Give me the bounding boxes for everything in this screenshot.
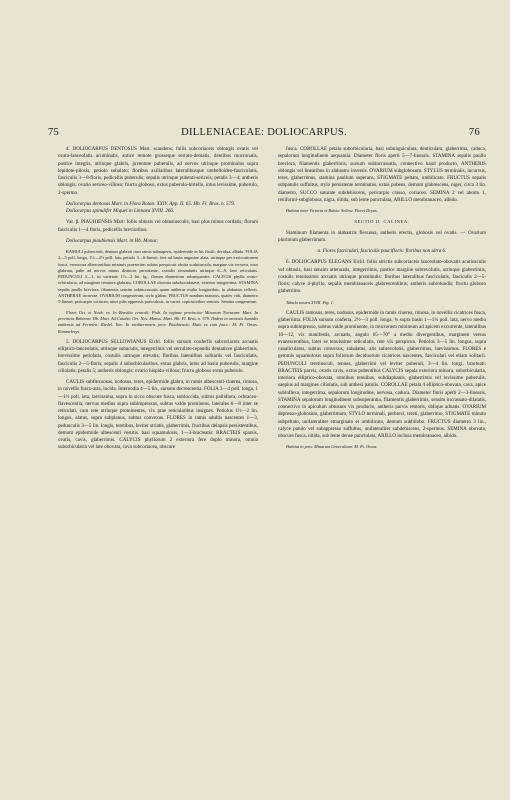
- species-heading: 4. DOLIOCARPUS DENTOSUS Mart. scandens; foliis subcoriaceis oblongis ovatis vel ovato-lanceolatis acuminatis, antice remote grosseque serrato-dentatis, dentibus mucronatis, postice integris, utrinque glabris, juventute puberulis, ad nervos utrinque prominulos supra lepidote-pilosis, petiolo subalato; floribus axillaribus lateralibusque umbelloideo-fasciculatis, fasciculis 3—8-floris, pedicellis puberulis; sepalis utrinque pubenti-sericeis; petalis 3—4; antheris oblongis; ovario sericeo-villoso; fructu globoso, extus puberulo-hirtello, intus levissime, puberulo, 2-spermo.: [58, 146, 258, 196]
- right-column: [278, 146, 486, 451]
- paragraph: Habitat inter Victoria et Bahia: Sellow. Floret Dryas.: [286, 208, 378, 213]
- paragraph: Habitat in prov. Minarum Generalium: M. Pt. Orcas.: [286, 444, 378, 450]
- paragraph: a. Flores fasciculati, fasciculis paucifloris: floribus non ultra 6.: [317, 248, 447, 255]
- paragraph: CAULIS ramosus, teres, nodosus, epidermide in ramis cinerea, rimosa, in novellis cicatrices fusca, glaberrima. FOLIA sursum conferta, 2½—3 poll. longa, ¾ supra basin 1—1¼ poll. lata, nervo medio supra subimpresso, subtus valde prominente, in mucronem minimum ad apicem excurrente, lateralibus 10—12, vix manifestis, arcuatis, angulo 65—70° a medio divergentibus, marginem versus evanescentibus, inter se tenuissime reticulatis, rete vix perspicuo. Petiolus 3—5 lin. longus, supra canaliculatus, subtus convexus, subalatus, alis subrevolutis, glaberrimus, laevissimus. FLORES e gemmis squamulosis supra foliorum deciduorum cicatrices nascentes, fasciculati vel etiam solitarii. PEDUNCULI teretiusculi, tenues, glaberrimi vel leviter puberuli, 3—4 lin. longi, bracteati: BRACTEIS parvis, ovatis cavis, extus pubentibus CALYCIS sepala exteriora minora, suborbicularia, interiora elliptico-obovata, omnibus tenuibus, subdiaphanis, glaberrimis vel levissime puberulis, saepius ad margines ciliolatis, sub anthesi patulis. COROLLAE petala 4 elliptico-obovata, cava, apice subinflexa, integerrima, sepalorum longitudine, nervosa, caduca. Diameter floris aperti 2—3-linearis. STAMINA sepalorum longitudinem subsuperantia, filamentis glaberrimis, sensim incrassato-dilatatis, connectivo in apiculum obtusum vix producto, antheris parvis remotis, oblique adnatis. OVARIUM depresso-globosum, glaberrimum, STYLO terminali, perbrevi, tereti, glaberrimo, STIGMATE minuto subpeltato, unilateraliter emarginato et umbilicato, demum subbilobo. FRUCTUS diametro 3 lin., calyce patulo vel subappresso suffultus, unilateraliter subdehiscens, 2-spermus. SEMINA obovata, obscure fusca, nitida, sub lente dense punctulata, ARILLO inclusa membranaceo, albido.: [278, 309, 486, 440]
- species-heading: 5. DOLIOCARPUS SELLOWIANUS Eichl. foliis sursum conferfis subcoriaceis arcuatis elliptico-lanceolatis, utrinque subacutis, integerrimis vel serrulato-repandis dentatisve glaberrimis, brevissime petiolatis, costulis utrinque elevatis; floribus lateralibus solitariis vel fasciculatis, fasciculis 2—5-floris; sepalis 4 suborbicularibus, extus glabris, intus ad basin puberulis, margine ciliolatis; petalis 5; antheris oblongis; ovario hispido-villoso; fructu globoso extus puberulo.: [58, 338, 258, 374]
- paragraph: fusca. COROLLAE petala suborbicularia, basi subunguiculata, denticulata, glaberrima, caduca, sepalorum longitudinem aequantia. Diameter floris aperti 5—7-linearis. STAMINA sepalis paullo breviora, filamentis glaberrimis, sursum subincrassatis, connectivo haud producto, ANTHERIS oblongis vel linearibus in alabastro inversis. OVARIUM subglobosum. STYLUS terminalis, incurvus, teres, glaberrimus, stamina paullum superans, STIGMATE peltato, umbilicato. FRUCTUS sepalis subpatulis suffultus, stylo persistente terminatus, extus pubens, demum glabrescens, niger, circa 3 lin. diametro, SUCCO saturate subdehiscens, pericarpio crasso, coriaceo. SEMINA 2 vel abortu 1, reniformi-subglobosa, nigra, nitida, sub lente punctulata, ARILLO membranaceo, albido.: [278, 146, 486, 203]
- section-heading: SECTIO II. CALINEA.: [354, 219, 410, 225]
- running-title: DILLENIACEAE: DOLIOCARPUS.: [181, 127, 347, 138]
- page-number-right: 76: [468, 127, 480, 138]
- species-heading: 6. DOLIOCARPUS ELEGANS Eichl. foliis strictis subcoriaceis lanceolato-obovatis acutiusculis vel obtusis, basi sensim attenuatis, integerrimis, postice margine subrevolutis, utrinque glaberrimis, costulis tenuissimis arcuatis utrinque prominulis: floribus lateralibus fasciculatis, fasciculis 2—5-floris; calyce 4-phyllo, sepalis membranaceis glabrescentibus; antheris subrotundis; fructu globoso glaberrimo.: [278, 259, 486, 295]
- running-header: [48, 127, 480, 141]
- paragraph: Staminum filamenta in alabastris flexuosa, antheris erectis, globosis vel ovatis. — Ovarium plurimum glaberrimum.: [278, 229, 486, 243]
- paragraph: Doliocarpus spinulifer Miquel in Linnaea XVIII. 266.: [66, 208, 175, 214]
- paragraph: Doliocarpus dentosus Mart. in Flora Botan. XXIV. App. II. 65. Hb. Fl. Bras. n. 579.: [66, 200, 236, 207]
- paragraph: CAULIS subflexuosus, nodosus, teres, epidermide glabra, in ramis albescenti-cinerea, rimosa, in novellis fusco-atra, lucida. Internodia 4—5 lin., sursum decrescentia. FOLIA 3—4 poll. longa, 1—1½ poll. lata, laevissima, supra in sicco obscure fusca, subluccida, subtus pallidiora, ochraceo-flavescentia; nervus medius supra subimpressus, subtus valde prominens, laterales 6—8 inter se reticulati, cum rete utrinque prominentes, vix prae reticularibus insignes. Petiolus 1½—2 lin. longus, alatus, supra subplanus, subtus convexus. FLORES in ramis adultis nascentes 1—3, pedunculis 3—5 lin. longis, teretibus, leviter striatis, glaberrimis, fructibus delapsis persistentibus, demum epidermide albescenti vestitis. basi squamulosis, 1—3-bracteatis: BRACTEIS sparsis, ovatis, cavis, glaberrimis. CALYCIS phyllorum 2 exteriora fere duplo minora, omnia suborbicularia vel late obovata, cava subcoriacea, obscure: [58, 379, 258, 451]
- page-number-left: 75: [48, 127, 60, 138]
- paragraph: Floret Oct. et Novb. ex. In Brasilia centrali: Piah. In regione provinciae Minarum Novarum: Mart. In provincia Bahiensi. Hb. Mart. Ad Cuiabá: Ort. Nov. Manso. Mart. Hb. Fl. Bras. n. 579. Ibidem in arenosis humidis umbrosis ad Ferreira: Riedel. Var.: In mediterraneis prov. Piauhiensis: Maio ex cum fruct.: M. Pt. Orcas. Rommelreys.: [58, 309, 258, 334]
- paragraph: Tabula nostra XVIII. Fig. 1.: [286, 299, 334, 305]
- paragraph: Doliocarpus piauhiensis Mart. in Hb. Monac.: [66, 237, 159, 244]
- paragraph: Var. β. PIAUHIENSIS Mart: foliis obtusis vel obtusiusculis, basi plus minus cordatis; florum fasciculis 1—4 floris, pedicellis brevioribus.: [58, 219, 258, 233]
- paragraph: RAMULI pubescenti, demum glabrati cum ramis subnuperis, epidermide in his fissili, decidua, albida. FOLIA 2—5 poll. longa, 1½—2½ poll. lata, petiolo 3—6-lineari, fere ad basin angustae alata, utrinque per exsiccationem fusca, verrucosa albescentibus minimis praesertim subtus perspicuis obsita scabriuscula, margine vix recurva, mox glabrata, pube ad nervos minus distincte persistente, costulis secundariis utrinque 6—9, laxe reticulatis. PEDUNCULI 3—1, in varietate 1½—2 lin. lg., florum diametrum subaequantes. CALYCIS phylla ovato-orbicularia, ad margines tenuiora glabrata, COROLLAE obovata subobcordatave, exterius integerrima. STAMINA sepalis paullo breviora, filamentis sensim subincrassatis quam antherae multo longioribus, in alabastro reflexis. ANTHERAE incurvae. OVARIUM congesterum, stylo glabro. FRUCTUS nondum maturus, quales vidi, diametro 5-lineari, pericarpio coriaceo, intus pilis appressis puriculosis, in variet. copiosioribus venosis. Semina congenerum.: [58, 249, 258, 305]
- left-column: [58, 146, 258, 452]
